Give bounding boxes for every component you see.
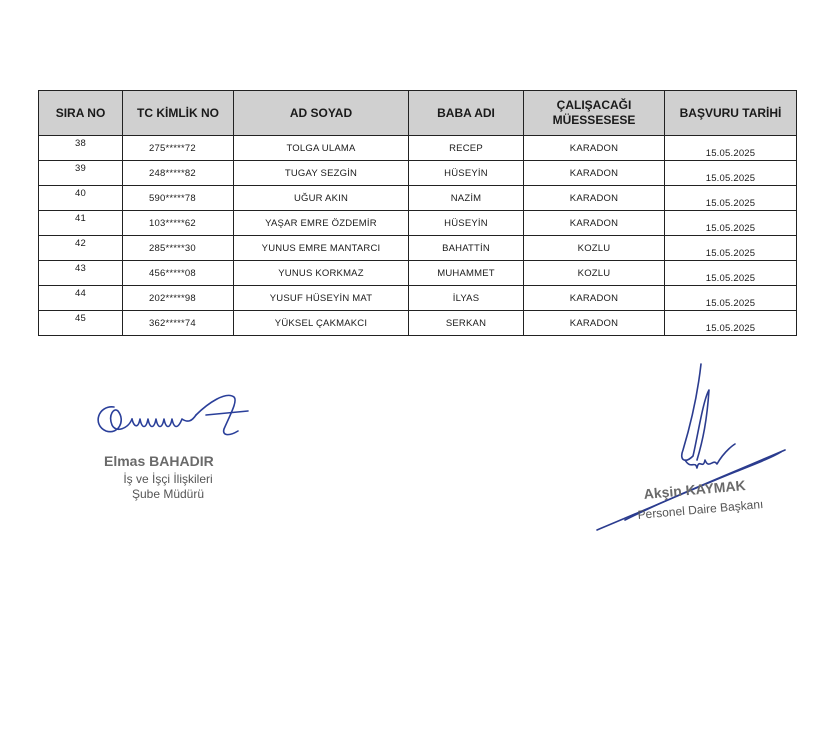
cell-tarih: 15.05.2025 <box>665 236 797 261</box>
cell-muessese: KARADON <box>524 311 665 336</box>
signatory-left-title-line2: Şube Müdürü <box>131 487 205 501</box>
signatory-left-title <box>113 472 223 502</box>
cell-muessese: KARADON <box>524 286 665 311</box>
cell-tarih: 15.05.2025 <box>665 136 797 161</box>
cell-muessese: KARADON <box>524 161 665 186</box>
cell-sira: 39 <box>39 161 123 186</box>
header-muessese-line1: ÇALIŞACAĞI <box>556 98 632 112</box>
applicant-table <box>38 90 797 336</box>
table-row <box>39 261 797 286</box>
cell-tarih: 15.05.2025 <box>665 186 797 211</box>
cell-tarih: 15.05.2025 <box>665 211 797 236</box>
header-basvuru-tarihi: BAŞVURU TARİHİ <box>665 91 797 136</box>
cell-tc: 103*****62 <box>123 211 234 236</box>
header-ad-soyad: AD SOYAD <box>234 91 409 136</box>
table-row <box>39 136 797 161</box>
cell-muessese: KARADON <box>524 186 665 211</box>
header-tc-kimlik-no: TC KİMLİK NO <box>123 91 234 136</box>
cell-ad-soyad: YUNUS EMRE MANTARCI <box>234 236 409 261</box>
cell-ad-soyad: UĞUR AKIN <box>234 186 409 211</box>
table-row <box>39 161 797 186</box>
cell-tarih: 15.05.2025 <box>665 311 797 336</box>
cell-baba-adi: SERKAN <box>409 311 524 336</box>
signatory-right-title: Personel Daire Başkanı <box>637 497 764 522</box>
cell-ad-soyad: YÜKSEL ÇAKMAKCI <box>234 311 409 336</box>
signature-left-scribble <box>88 385 258 455</box>
signatory-left-name: Elmas BAHADIR <box>104 453 214 469</box>
header-muessese-line2: MÜESSESESE <box>552 113 636 127</box>
table-row <box>39 186 797 211</box>
cell-baba-adi: NAZİM <box>409 186 524 211</box>
header-calisacagi-muessese <box>524 91 665 136</box>
signature-left-waves <box>132 415 196 427</box>
cell-tc: 590*****78 <box>123 186 234 211</box>
cell-sira: 38 <box>39 136 123 161</box>
table-row <box>39 236 797 261</box>
cell-baba-adi: HÜSEYİN <box>409 211 524 236</box>
cell-ad-soyad: YUSUF HÜSEYİN MAT <box>234 286 409 311</box>
cell-tarih: 15.05.2025 <box>665 286 797 311</box>
cell-baba-adi: HÜSEYİN <box>409 161 524 186</box>
cell-tc: 202*****98 <box>123 286 234 311</box>
signature-left-cross <box>206 411 248 415</box>
signatory-left-title-line1: İş ve İşçi İlişkileri <box>123 472 213 486</box>
cell-baba-adi: BAHATTİN <box>409 236 524 261</box>
cell-baba-adi: İLYAS <box>409 286 524 311</box>
cell-baba-adi: RECEP <box>409 136 524 161</box>
cell-tc: 285*****30 <box>123 236 234 261</box>
cell-tc: 456*****08 <box>123 261 234 286</box>
cell-sira: 43 <box>39 261 123 286</box>
table-row <box>39 286 797 311</box>
cell-baba-adi: MUHAMMET <box>409 261 524 286</box>
cell-sira: 40 <box>39 186 123 211</box>
cell-ad-soyad: TOLGA ULAMA <box>234 136 409 161</box>
signature-right-vertical <box>682 364 709 460</box>
cell-sira: 41 <box>39 211 123 236</box>
signature-left-stroke <box>196 395 238 434</box>
cell-ad-soyad: YUNUS KORKMAZ <box>234 261 409 286</box>
cell-ad-soyad: YAŞAR EMRE ÖZDEMİR <box>234 211 409 236</box>
table-row <box>39 211 797 236</box>
signatory-right-name: Akşin KAYMAK <box>643 477 747 502</box>
cell-muessese: KOZLU <box>524 236 665 261</box>
cell-muessese: KOZLU <box>524 261 665 286</box>
cell-ad-soyad: TUGAY SEZGİN <box>234 161 409 186</box>
table-header-row <box>39 91 797 136</box>
signature-left-loop <box>98 407 132 432</box>
header-baba-adi: BABA ADI <box>409 91 524 136</box>
cell-muessese: KARADON <box>524 136 665 161</box>
cell-sira: 45 <box>39 311 123 336</box>
cell-tc: 275*****72 <box>123 136 234 161</box>
cell-tc: 362*****74 <box>123 311 234 336</box>
cell-tarih: 15.05.2025 <box>665 161 797 186</box>
table-row <box>39 311 797 336</box>
cell-sira: 42 <box>39 236 123 261</box>
header-sira-no: SIRA NO <box>39 91 123 136</box>
cell-sira: 44 <box>39 286 123 311</box>
cell-tc: 248*****82 <box>123 161 234 186</box>
cell-muessese: KARADON <box>524 211 665 236</box>
cell-tarih: 15.05.2025 <box>665 261 797 286</box>
